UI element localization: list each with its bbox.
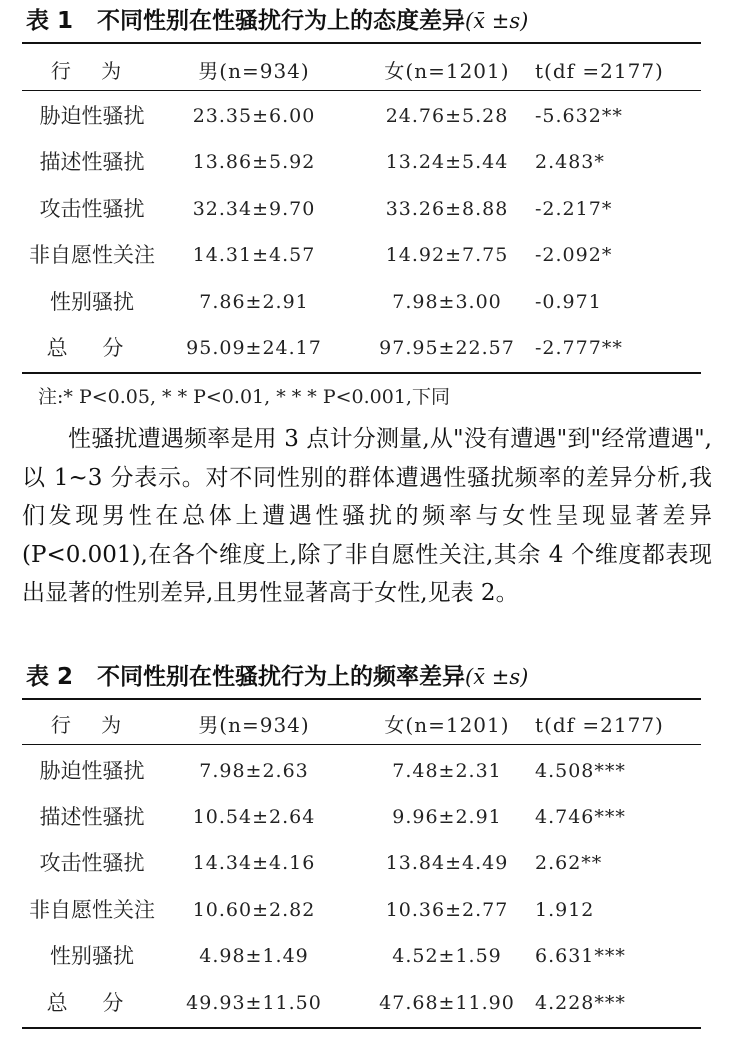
table2-row-label: 攻击性骚扰 <box>39 851 145 875</box>
table1-cell-female: 7.98±3.00 <box>392 291 502 313</box>
table-row <box>22 284 701 320</box>
table1-header-cell: 行 为 <box>50 59 134 83</box>
table1-top-rule <box>22 42 701 44</box>
table-row <box>22 330 701 366</box>
table2-cell-t: 4.746*** <box>535 806 626 828</box>
table-row <box>22 845 701 881</box>
body-paragraph: 性骚扰遭遇频率是用 3 点计分测量,从"没有遭遇"到"经常遭遇",以 1~3 分表示。对不同性别的群体遭遇性骚扰频率的差异分析,我们发现男性在总体上遭遇性骚扰的频率与女性呈现显著差异(P<0.001),在各个维度上,除了非自愿性关注,其余 4 个维度都表现出显著的性别差异,且男性显著高于女性,见表 2。 <box>22 426 712 606</box>
table2-header-row <box>22 707 701 743</box>
table2-cell-female: 4.52±1.59 <box>392 945 502 967</box>
table1-cell-male: 13.86±5.92 <box>192 151 316 173</box>
table1-row-label: 非自愿性关注 <box>29 243 155 267</box>
table1-row-label: 胁迫性骚扰 <box>39 104 145 128</box>
table1-row-label: 性别骚扰 <box>50 290 134 314</box>
table1-row-label: 描述性骚扰 <box>39 150 145 174</box>
table1-cell-female: 97.95±22.57 <box>379 337 515 359</box>
table1-cell-female: 33.26±8.88 <box>385 198 509 220</box>
table2-top-rule <box>22 698 701 700</box>
table1-cell-t: 2.483* <box>535 151 605 173</box>
table2-cell-male: 10.60±2.82 <box>192 899 316 921</box>
table2-header-rule <box>22 744 701 745</box>
table2-cell-t: 6.631*** <box>535 945 626 967</box>
table1-cell-female: 14.92±7.75 <box>385 244 509 266</box>
table1-cell-male: 23.35±6.00 <box>192 105 316 127</box>
table2-cell-male: 4.98±1.49 <box>199 945 309 967</box>
table-row <box>22 191 701 227</box>
table1-cell-male: 95.09±24.17 <box>186 337 322 359</box>
table2-cell-female: 7.48±2.31 <box>392 760 502 782</box>
table1-cell-t: -2.092* <box>535 244 613 266</box>
table2-header-cell: t(df =2177) <box>535 713 664 737</box>
table1-cell-female: 13.24±5.44 <box>385 151 509 173</box>
table2-row-label: 性别骚扰 <box>50 944 134 968</box>
table2-cell-female: 13.84±4.49 <box>385 852 509 874</box>
table2-cell-female: 9.96±2.91 <box>392 806 502 828</box>
table1-header-cell: 男(n=934) <box>198 59 310 83</box>
table2-cell-t: 4.508*** <box>535 760 626 782</box>
table2-header-cell: 女(n=1201) <box>384 713 510 737</box>
table-row <box>22 753 701 789</box>
table2-caption-label: 表 2 <box>26 664 74 690</box>
table1-header-cell: 女(n=1201) <box>384 59 510 83</box>
table2-cell-t: 4.228*** <box>535 992 626 1014</box>
table2-row-label: 总 分 <box>46 991 138 1015</box>
table1-header-rule <box>22 90 701 91</box>
table1-header-row <box>22 53 701 89</box>
table2-cell-female: 47.68±11.90 <box>379 992 515 1014</box>
table2-cell-male: 7.98±2.63 <box>199 760 309 782</box>
table1-cell-t: -2.217* <box>535 198 613 220</box>
table1-caption <box>26 4 706 38</box>
table-row <box>22 985 701 1021</box>
table-row <box>22 938 701 974</box>
table1-cell-t: -0.971 <box>535 291 602 313</box>
table-row <box>22 799 701 835</box>
table2-cell-female: 10.36±2.77 <box>385 899 509 921</box>
table1-cell-female: 24.76±5.28 <box>385 105 509 127</box>
table-row <box>22 892 701 928</box>
table1-caption-label: 表 1 <box>26 8 74 34</box>
table2-cell-male: 49.93±11.50 <box>186 992 322 1014</box>
table-row <box>22 98 701 134</box>
table1-row-label: 攻击性骚扰 <box>39 197 145 221</box>
table1-cell-male: 14.31±4.57 <box>192 244 316 266</box>
table-note: 注:* P<0.05, * * P<0.01, * * * P<0.001,下同 <box>38 386 450 408</box>
table1-cell-male: 7.86±2.91 <box>199 291 309 313</box>
table2-cell-t: 1.912 <box>535 899 595 921</box>
table2-caption <box>26 660 706 694</box>
table2-row-label: 描述性骚扰 <box>39 805 145 829</box>
table1-header-cell: t(df =2177) <box>535 59 664 83</box>
table1-bottom-rule <box>22 372 701 374</box>
table2-caption-symbol: (x̄ ±s) <box>465 665 529 689</box>
table2-row-label: 胁迫性骚扰 <box>39 759 145 783</box>
table1-row-label: 总 分 <box>46 336 138 360</box>
table2-bottom-rule <box>22 1027 701 1029</box>
table2-cell-male: 14.34±4.16 <box>192 852 316 874</box>
table2-cell-male: 10.54±2.64 <box>192 806 316 828</box>
table2-header-cell: 行 为 <box>50 713 134 737</box>
table2-header-cell: 男(n=934) <box>198 713 310 737</box>
table1-cell-t: -2.777** <box>535 337 623 359</box>
table1-cell-t: -5.632** <box>535 105 623 127</box>
table1-caption-symbol: (x̄ ±s) <box>465 9 529 33</box>
table2-row-label: 非自愿性关注 <box>29 898 155 922</box>
table2-cell-t: 2.62** <box>535 852 603 874</box>
table2-caption-title: 不同性别在性骚扰行为上的频率差异 <box>97 664 466 690</box>
table-row <box>22 237 701 273</box>
table1-cell-male: 32.34±9.70 <box>192 198 316 220</box>
table1-caption-title: 不同性别在性骚扰行为上的态度差异 <box>97 8 466 34</box>
table-row <box>22 144 701 180</box>
